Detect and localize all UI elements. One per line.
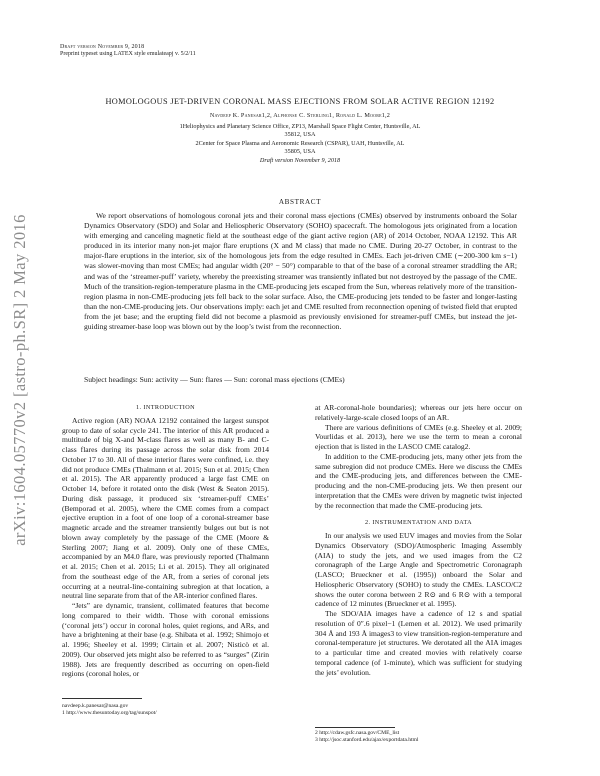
author-list: Navdeep K. Panesar1,2, Alphonse C. Sterling1, Ronald L. Moore1,2 bbox=[209, 112, 391, 119]
right-footnotes bbox=[315, 730, 522, 744]
affiliation-2b: 35805, USA bbox=[284, 148, 316, 155]
affiliation-2a: 2Center for Space Plasma and Aeronomic Research (CSPAR), UAH, Huntsville, AL bbox=[195, 140, 405, 147]
footnote-rule bbox=[62, 698, 142, 699]
paragraph: In our analysis we used EUV images and movies from the Solar Dynamics Observatory (SDO)/Atmospheric Imaging Assembly (AIA) to study the jets, and we used images from the C2 coronagraph of the Large Angle and Spectrometric Coronagraph (LASCO; Brueckner et al. (1995)) onboard the Solar and Heliospheric Observatory (SOHO) to study the CMEs. LASCO/C2 shows the outer corona between 2 R⊙ and 6 R⊙ with a temporal cadence of 12 minutes (Brueckner et al. 1995). bbox=[315, 531, 522, 609]
paragraph: Active region (AR) NOAA 12192 contained the largest sunspot group to date of solar cycle 241. The interior of this AR produced a multitude of big X-and M-class flares as well as many B- and C-class flares during its passage across the solar disk from 2014 October 17 to 30. All of these interior flares were confined, i.e. they did not produce CMEs (Thalmann et al. 2015; Sun et al. 2015; Chen et al. 2015). The AR apparently produced a large fast CME on October 14, before it rotated onto the disk (West & Seaton 2015). During disk passage, it produced six ‘streamer-puff CMEs’ (Bemporad et al. 2005), where the CME comes from a compact ejective eruption in a foot of one loop of a coronal-streamer base magnetic arcade and the streamer transiently bulges out but is not blown away completely by the passage of the CME (Moore & Sterling 2007; Jiang et al. 2009). Only one of these CMEs, accompanied by an M4.0 flare, was previously reported (Thalmann et al. 2015; Chen et al. 2015; Li et al. 2015). They all originated from the southeast edge of the AR, from a series of coronal jets occurring at a neutral-line-containing subregion at that location, a neutral line separate from that of the AR-interior confined flares. bbox=[62, 415, 269, 601]
affiliation-1b: 35812, USA bbox=[284, 131, 316, 138]
paragraph: at AR-coronal-hole boundaries); whereas our jets here occur on relatively-large-scale closed loops of an AR. bbox=[315, 403, 522, 422]
abstract-text: We report observations of homologous coronal jets and their coronal mass ejections (CMEs) observed by instruments onboard the Solar Dynamics Observatory (SDO) and Solar and Heliospheric Observatory (SOHO) spacecraft. The homologous jets originated from a location with emerging and canceling magnetic field at the southeast edge of the giant active region (AR) of 2014 October, NOAA 12192. This AR produced in its interior many non-jet major flare eruptions (X and M class) that made no CME. During 20-27 October, in contrast to the major-flare eruptions in the interior, six of the homologous jets from the edge resulted in CMEs. Each jet-driven CME (∼200-300 km s−1) was slower-moving than most CMEs; had angular width (20° − 50°) comparable to that of the base of a coronal streamer straddling the AR; and was of the ‘streamer-puff’ variety, whereby the preexisting streamer was transiently inflated but not destroyed by the passage of the CME. Much of the transition-region-temperature plasma in the CME-producing jets escaped from the Sun, whereas relatively more of the transition-region plasma in non-CME-producing jets fell back to the solar surface. Also, the CME-producing jets tended to be faster and longer-lasting than the non-CME-producing jets. Our observations imply: each jet and CME resulted from reconnection opening of twisted field that erupted from the jet base; and the erupting field did not become a plasmoid as previously envisioned for streamer-puff CMEs, but instead the jet-guiding streamer-base loop was blown out by the loop’s twist from the reconnection. bbox=[84, 211, 517, 332]
section-heading-introduction: 1. INTRODUCTION bbox=[136, 404, 195, 411]
footnote-1: 1 http://www.thesuntoday.org/tag/sunspot/ bbox=[62, 710, 157, 716]
subject-headings: Subject headings: Sun: activity — Sun: flares — Sun: coronal mass ejections (CMEs) bbox=[84, 375, 345, 384]
footnote-email: navdeep.k.panesar@nasa.gov bbox=[62, 703, 129, 709]
paper-title: HOMOLOGOUS JET-DRIVEN CORONAL MASS EJECTIONS FROM SOLAR ACTIVE REGION 12192 bbox=[105, 97, 495, 106]
right-column bbox=[315, 403, 522, 677]
section-heading-instrumentation: 2. INSTRUMENTATION AND DATA bbox=[364, 519, 473, 527]
draft-header bbox=[60, 44, 196, 58]
footnote-3: 3 http://jsoc.stanford.edu/ajax/exportdata.html bbox=[315, 737, 419, 743]
preprint-line: Preprint typeset using LATEX style emulateapj v. 5/2/11 bbox=[60, 51, 196, 57]
left-column bbox=[62, 403, 269, 679]
draft-date: Draft version November 9, 2018 bbox=[259, 157, 341, 164]
paragraph: In addition to the CME-producing jets, many other jets from the same subregion did not produce CMEs. Here we discuss the CMEs and the CME-producing jets, and differences between the CME-producing and the non-CME-producing jets. We then present our interpretation that the CMEs were driven by magnetic twist injected by the reconnection that made the CME-producing jets. bbox=[315, 451, 522, 510]
arxiv-stamp-container bbox=[0, 180, 40, 580]
paragraph: “Jets” are dynamic, transient, collimated features that become long compared to their width. Those with coronal emissions (‘coronal jets’) occur in coronal holes, quiet regions, and ARs, and have a brightening at their base (e.g. Shibata et al. 1992; Shimojo et al. 1996; Sheeley et al. 1999; Cirtain et al. 2007; Nisticò et al. 2009). Our observed jets might also be referred to as “surges” (Zirin 1988). Jets are frequently described as occurring on open-field regions (coronal holes, or bbox=[62, 601, 269, 679]
draft-version-line: Draft version November 9, 2018 bbox=[60, 44, 145, 50]
paragraph: There are various definitions of CMEs (e.g. Sheeley et al. 2009; Vourlidas et al. 2013), here we use the term to mean a coronal ejection that is listed in the LASCO CME catalog2. bbox=[315, 422, 522, 451]
footnote-rule bbox=[315, 727, 395, 728]
affiliation-1a: 1Heliophysics and Planetary Science Office, ZP13, Marshall Space Flight Center, Huntsville, AL bbox=[179, 123, 421, 130]
footnote-2: 2 http://cdaw.gsfc.nasa.gov/CME_list bbox=[315, 730, 400, 736]
left-footnotes bbox=[62, 703, 269, 717]
arxiv-stamp: arXiv:1604.05770v2 [astro-ph.SR] 2 May 2016 bbox=[10, 214, 29, 546]
paragraph: The SDO/AIA images have a cadence of 12 s and spatial resolution of 0″.6 pixel−1 (Lemen et al. 2012). We used primarily 304 Å and 193 Å images3 to view transition-region-temperature and coronal-temperature jet structures. We derotated all the AIA images to a particular time and created movies with relatively coarse temporal cadence (of 1-minute), which was sufficient for studying the jets’ evolution. bbox=[315, 609, 522, 677]
abstract-heading: ABSTRACT bbox=[278, 198, 322, 206]
